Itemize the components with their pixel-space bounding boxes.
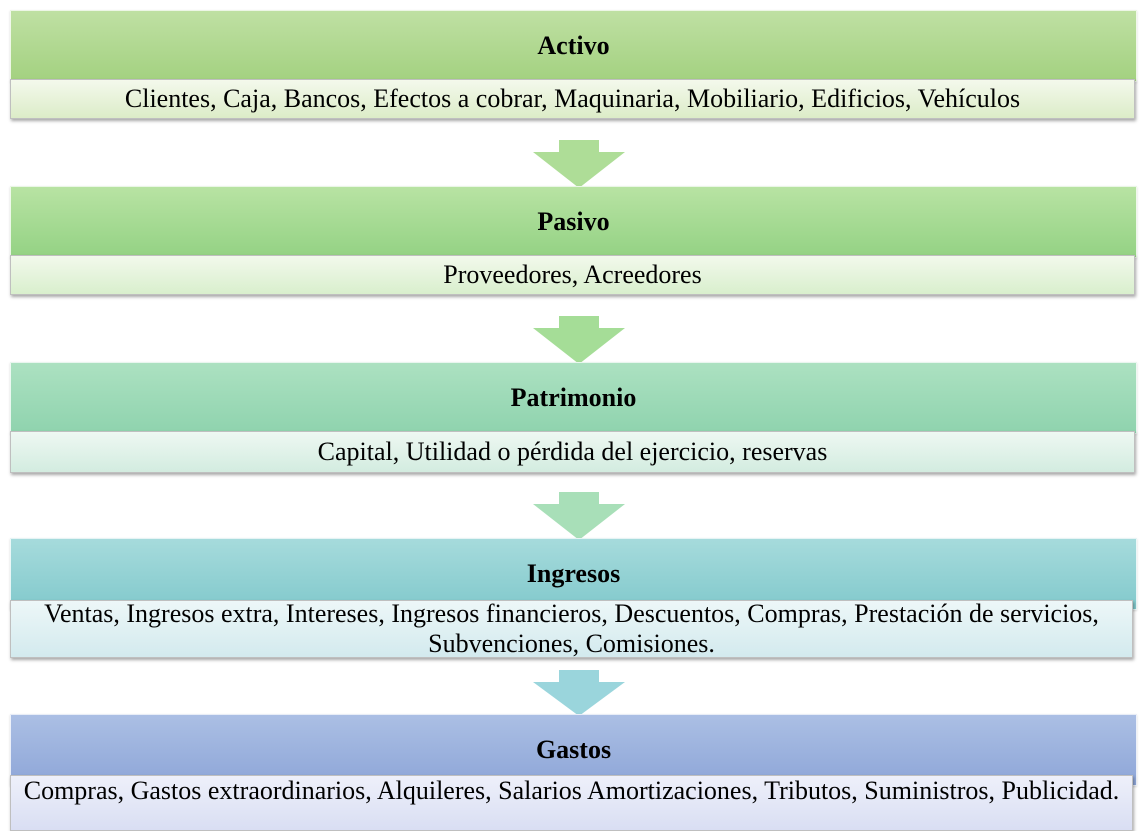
patrimonio-items: Capital, Utilidad o pérdida del ejercicio, reservas xyxy=(317,437,828,466)
patrimonio-header xyxy=(10,362,1137,434)
activo-title: Activo xyxy=(537,31,610,60)
ingresos-title: Ingresos xyxy=(526,559,621,588)
pasivo-items: Proveedores, Acreedores xyxy=(443,260,702,289)
activo-items: Clientes, Caja, Bancos, Efectos a cobrar, Maquinaria, Mobiliario, Edificios, Vehículos xyxy=(124,84,1021,113)
pasivo-header xyxy=(10,186,1137,258)
down-arrow-icon xyxy=(533,140,625,188)
ingresos-items: Ventas, Ingresos extra, Intereses, Ingresos financieros, Descuentos, Compras, Prestación de servicios, Subvenciones, Comisiones. xyxy=(44,599,1099,658)
patrimonio-items-box xyxy=(10,431,1135,473)
pasivo-items-box xyxy=(10,255,1135,295)
pasivo-title: Pasivo xyxy=(537,207,610,236)
gastos-items: Compras, Gastos extraordinarios, Alquileres, Salarios Amortizaciones, Tributos, Suministros, Publicidad. xyxy=(23,776,1120,805)
down-arrow-icon xyxy=(533,492,625,540)
gastos-title: Gastos xyxy=(535,735,612,764)
patrimonio-title: Patrimonio xyxy=(510,383,637,412)
down-arrow-icon xyxy=(533,670,625,716)
activo-items-box xyxy=(10,79,1135,119)
gastos-items-box xyxy=(10,775,1133,831)
activo-header xyxy=(10,10,1137,82)
ingresos-items-box xyxy=(10,600,1133,658)
down-arrow-icon xyxy=(533,316,625,364)
